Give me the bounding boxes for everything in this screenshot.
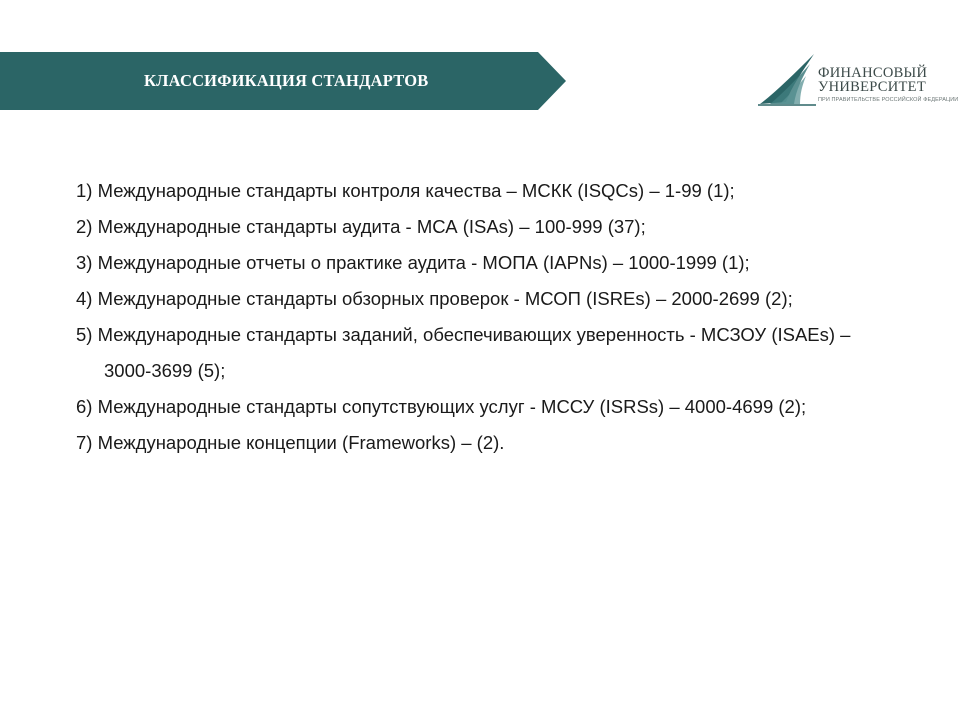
title-banner xyxy=(0,52,566,110)
logo-text-line1: ФИНАНСОВЫЙ xyxy=(818,65,928,81)
logo-emblem-icon xyxy=(756,52,818,108)
standards-list xyxy=(76,173,896,461)
logo-text-line3: ПРИ ПРАВИТЕЛЬСТВЕ РОССИЙСКОЙ ФЕДЕРАЦИИ xyxy=(818,97,959,103)
list-item: 4) Международные стандарты обзорных проверок - МСОП (ISREs) – 2000-2699 (2); xyxy=(76,288,793,309)
list-item: 7) Международные концепции (Frameworks) – (2). xyxy=(76,432,505,453)
list-item: 3) Международные отчеты о практике аудита - МОПА (IAPNs) – 1000-1999 (1); xyxy=(76,252,750,273)
list-item: 1) Международные стандарты контроля качества – МСКК (ISQCs) – 1-99 (1); xyxy=(76,180,735,201)
slide-title: КЛАССИФИКАЦИЯ СТАНДАРТОВ xyxy=(144,71,429,90)
logo-text-line2: УНИВЕРСИТЕТ xyxy=(818,79,926,95)
list-item: 2) Международные стандарты аудита - МСА (ISAs) – 100-999 (37); xyxy=(76,216,646,237)
list-item: 5) Международные стандарты заданий, обеспечивающих уверенность - МСЗОУ (ISAEs) – 3000-3699 (5); xyxy=(76,324,851,381)
university-logo xyxy=(756,52,959,108)
list-item: 6) Международные стандарты сопутствующих услуг - МССУ (ISRSs) – 4000-4699 (2); xyxy=(76,396,807,417)
